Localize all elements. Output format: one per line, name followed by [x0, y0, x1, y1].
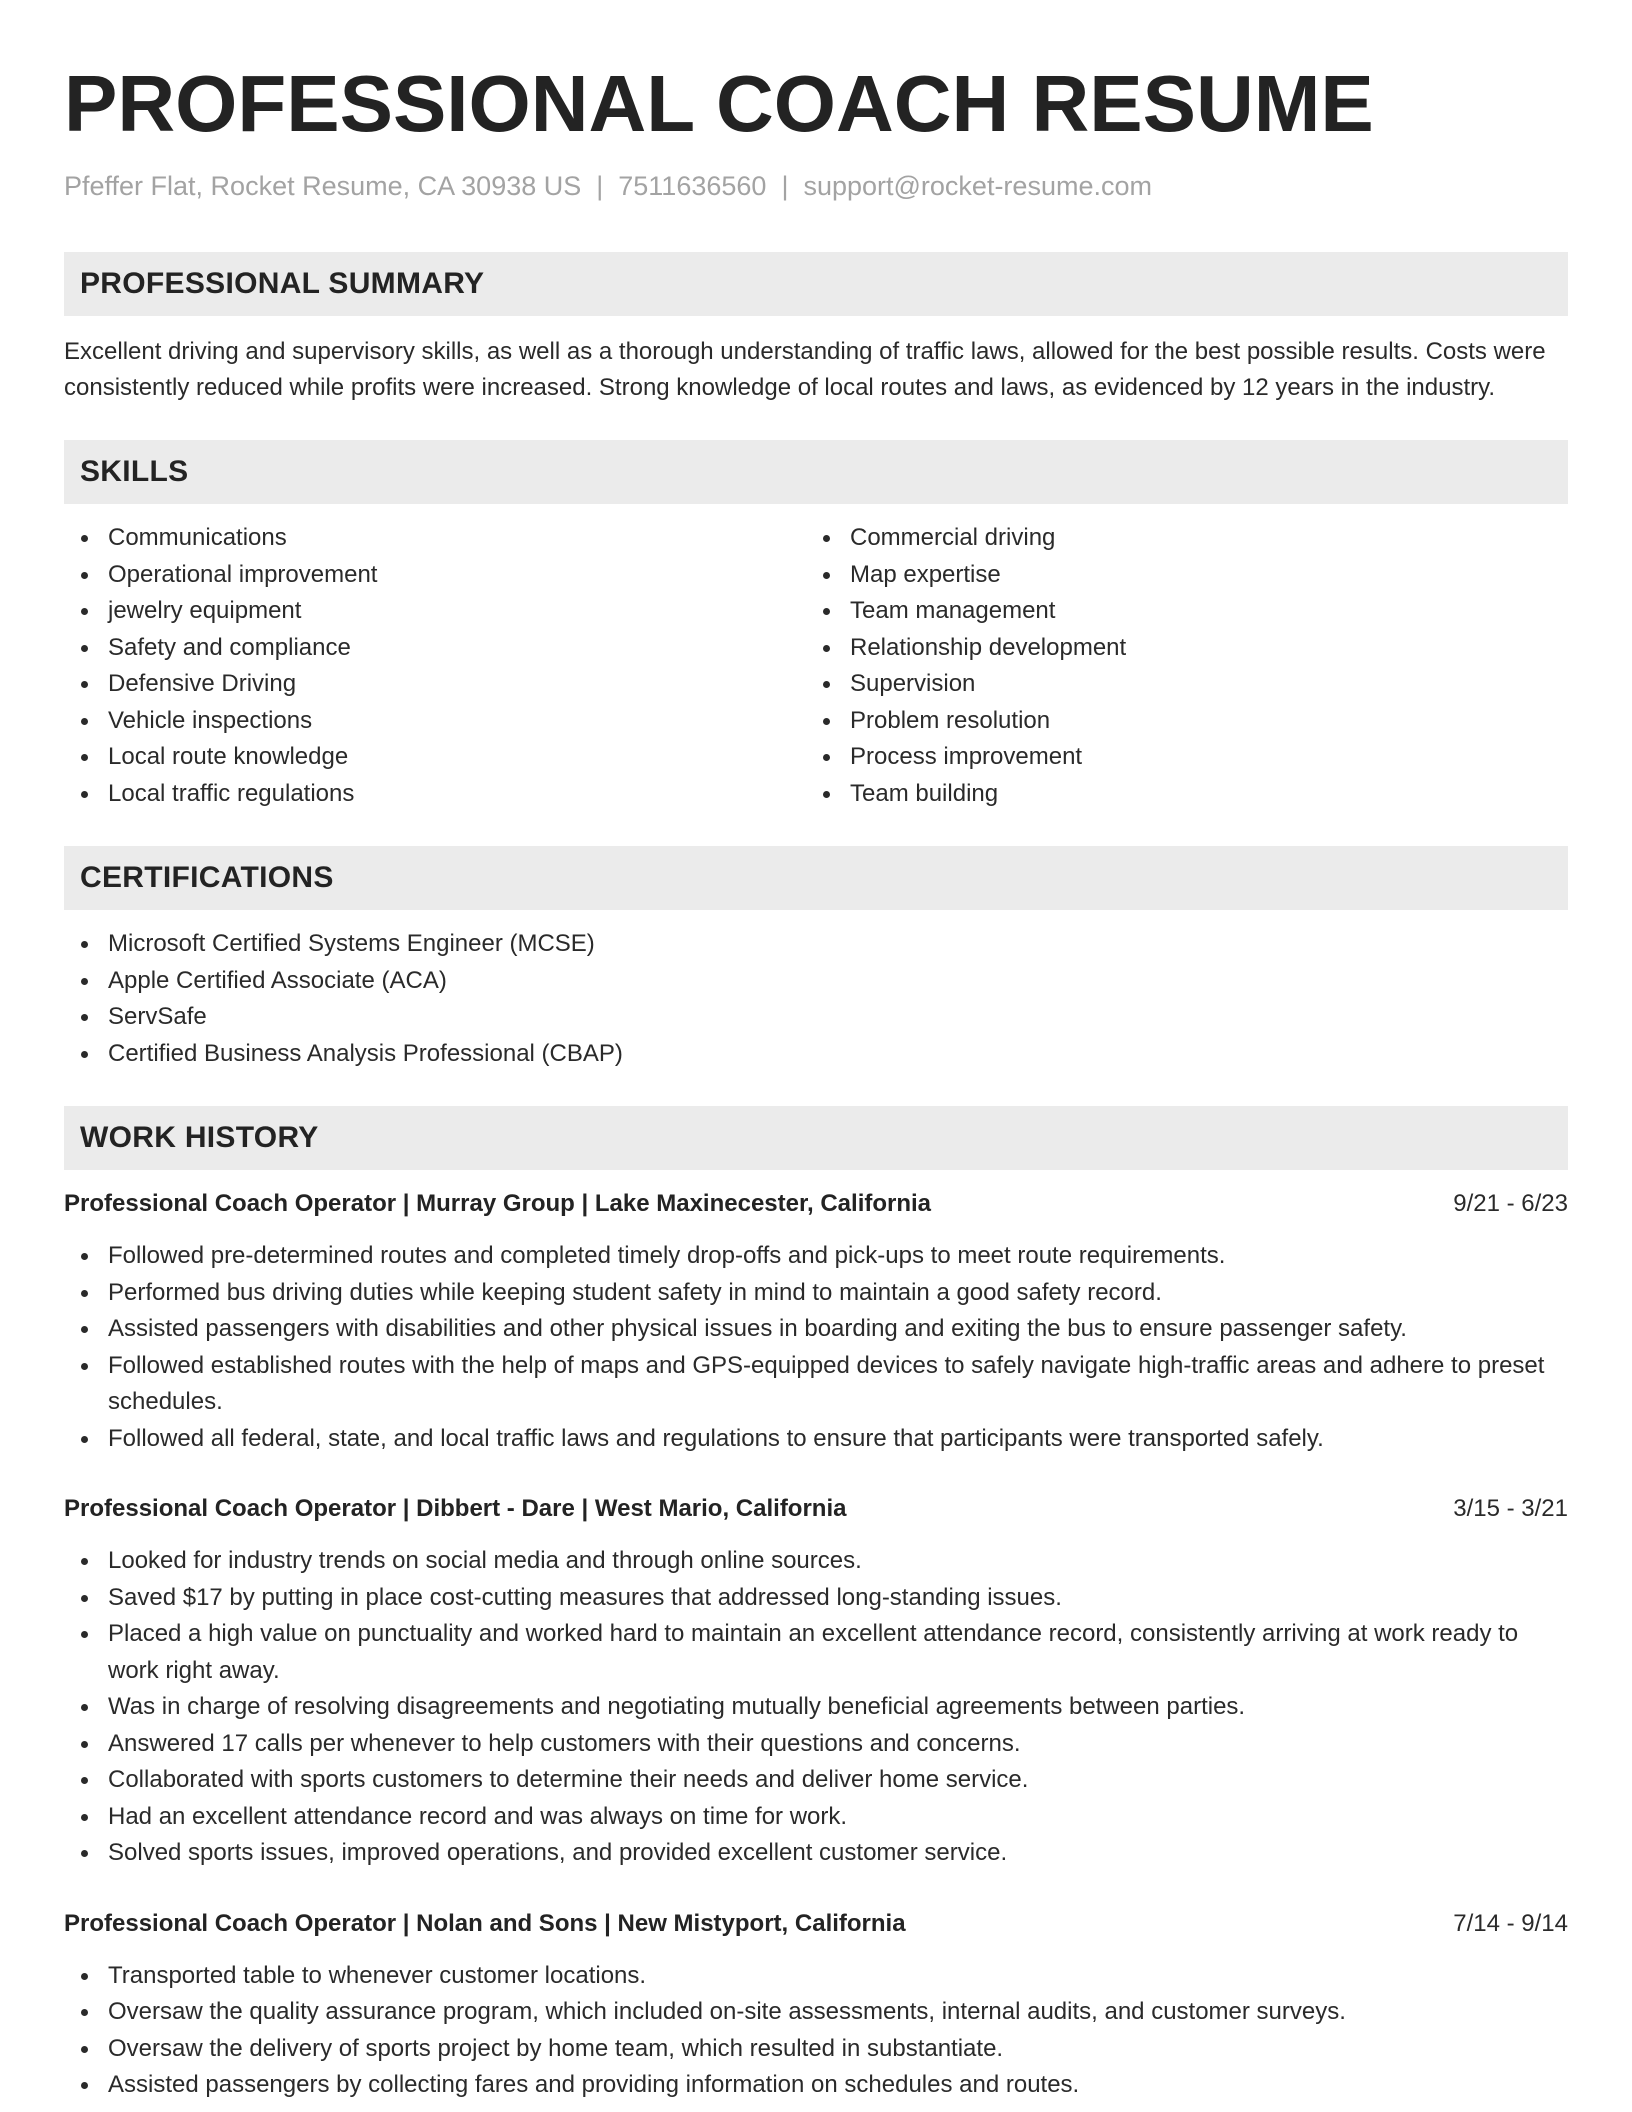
skill-item: Commercial driving [850, 520, 1548, 557]
summary-section-header [64, 252, 1568, 316]
job-dates: 9/21 - 6/23 [1453, 1190, 1568, 1217]
job-header [64, 1491, 1568, 1527]
job-bullet: Transported table to whenever customer locations. [108, 1958, 1568, 1995]
skill-item: Supervision [850, 666, 1548, 703]
job-dates: 3/15 - 3/21 [1453, 1495, 1568, 1522]
job-bullets [64, 1543, 1568, 1872]
skill-item: Vehicle inspections [108, 703, 806, 740]
skill-item: Process improvement [850, 739, 1548, 776]
contact-address: Pfeffer Flat, Rocket Resume, CA 30938 US [64, 171, 582, 201]
job-bullet: Assisted passengers by collecting fares and providing information on schedules and routes. [108, 2067, 1568, 2104]
contact-phone: 7511636560 [618, 171, 767, 201]
job-dates: 7/14 - 9/14 [1453, 1909, 1568, 1937]
job-bullet: Followed pre-determined routes and completed timely drop-offs and pick-ups to meet route requirements. [108, 1238, 1568, 1275]
skill-item: Local traffic regulations [108, 776, 806, 813]
skill-item: Problem resolution [850, 703, 1548, 740]
skill-item: Local route knowledge [108, 739, 806, 776]
contact-separator: | [596, 171, 604, 201]
skill-item: Communications [108, 520, 806, 557]
certifications-block [64, 926, 1568, 1072]
job-bullet: Assisted passengers with disabilities and other physical issues in boarding and exiting the bus to ensure passenger safety. [108, 1311, 1568, 1348]
certifications-heading: CERTIFICATIONS [80, 861, 334, 894]
job-title: Professional Coach Operator | Murray Group | Lake Maxinecester, California [64, 1190, 932, 1217]
skills-column-right [806, 520, 1548, 812]
skills-list-right [806, 520, 1548, 812]
job-bullets [64, 1238, 1568, 1457]
resume-title: PROFESSIONAL COACH RESUME [64, 59, 1374, 148]
job-bullet: Solved sports issues, improved operations, and provided excellent customer service. [108, 1835, 1568, 1872]
job-bullet: Followed all federal, state, and local traffic laws and regulations to ensure that participants were transported safely. [108, 1421, 1568, 1458]
summary-heading: PROFESSIONAL SUMMARY [80, 267, 485, 300]
certifications-section-header [64, 846, 1568, 910]
job-bullet: Performed bus driving duties while keeping student safety in mind to maintain a good safety record. [108, 1275, 1568, 1312]
job-entry [64, 1906, 1568, 2104]
job-bullet: Oversaw the delivery of sports project by home team, which resulted in substantiate. [108, 2031, 1568, 2068]
skill-item: Relationship development [850, 630, 1548, 667]
work-history-section-header [64, 1106, 1568, 1170]
skill-item: Team management [850, 593, 1548, 630]
job-bullet: Saved $17 by putting in place cost-cutting measures that addressed long-standing issues. [108, 1580, 1568, 1617]
certification-item: Apple Certified Associate (ACA) [108, 963, 1568, 1000]
job-bullet: Looked for industry trends on social media and through online sources. [108, 1543, 1568, 1580]
job-entry [64, 1491, 1568, 1872]
certifications-list [64, 926, 1568, 1072]
job-bullet: Placed a high value on punctuality and worked hard to maintain an excellent attendance record, consistently arriving at work ready to work right away. [108, 1616, 1568, 1689]
job-bullet: Was in charge of resolving disagreements and negotiating mutually beneficial agreements between parties. [108, 1689, 1568, 1726]
job-title: Professional Coach Operator | Dibbert - Dare | West Mario, California [64, 1495, 847, 1522]
job-bullets [64, 1958, 1568, 2104]
skill-item: Map expertise [850, 557, 1548, 594]
job-bullet: Collaborated with sports customers to determine their needs and deliver home service. [108, 1762, 1568, 1799]
skill-item: Safety and compliance [108, 630, 806, 667]
certification-item: Certified Business Analysis Professional (CBAP) [108, 1036, 1568, 1073]
skill-item: jewelry equipment [108, 593, 806, 630]
job-entry [64, 1186, 1568, 1457]
skills-heading: SKILLS [80, 455, 189, 488]
job-header [64, 1906, 1568, 1942]
contact-email: support@rocket-resume.com [803, 171, 1152, 201]
skills-grid [64, 520, 1568, 812]
skills-column-left [64, 520, 806, 812]
certification-item: Microsoft Certified Systems Engineer (MCSE) [108, 926, 1568, 963]
contact-separator: | [781, 171, 789, 201]
skill-item: Defensive Driving [108, 666, 806, 703]
job-title: Professional Coach Operator | Nolan and Sons | New Mistyport, California [64, 1909, 906, 1937]
certification-item: ServSafe [108, 999, 1568, 1036]
skills-section-header [64, 440, 1568, 504]
work-history-heading: WORK HISTORY [80, 1121, 319, 1154]
job-bullet: Had an excellent attendance record and was always on time for work. [108, 1799, 1568, 1836]
job-bullet: Answered 17 calls per whenever to help customers with their questions and concerns. [108, 1726, 1568, 1763]
skills-list-left [64, 520, 806, 812]
summary-text: Excellent driving and supervisory skills, as well as a thorough understanding of traffic laws, allowed for the best possible results. Costs were consistently reduced while profits were increased. Strong knowledge of local routes and laws, as evidenced by 12 years in the industry. [64, 338, 1546, 401]
job-bullet: Followed established routes with the help of maps and GPS-equipped devices to safely navigate high-traffic areas and adhere to preset schedules. [108, 1348, 1568, 1421]
skill-item: Operational improvement [108, 557, 806, 594]
job-header [64, 1186, 1568, 1222]
contact-line [64, 168, 1568, 204]
skill-item: Team building [850, 776, 1548, 813]
job-bullet: Oversaw the quality assurance program, which included on-site assessments, internal audits, and customer surveys. [108, 1994, 1568, 2031]
